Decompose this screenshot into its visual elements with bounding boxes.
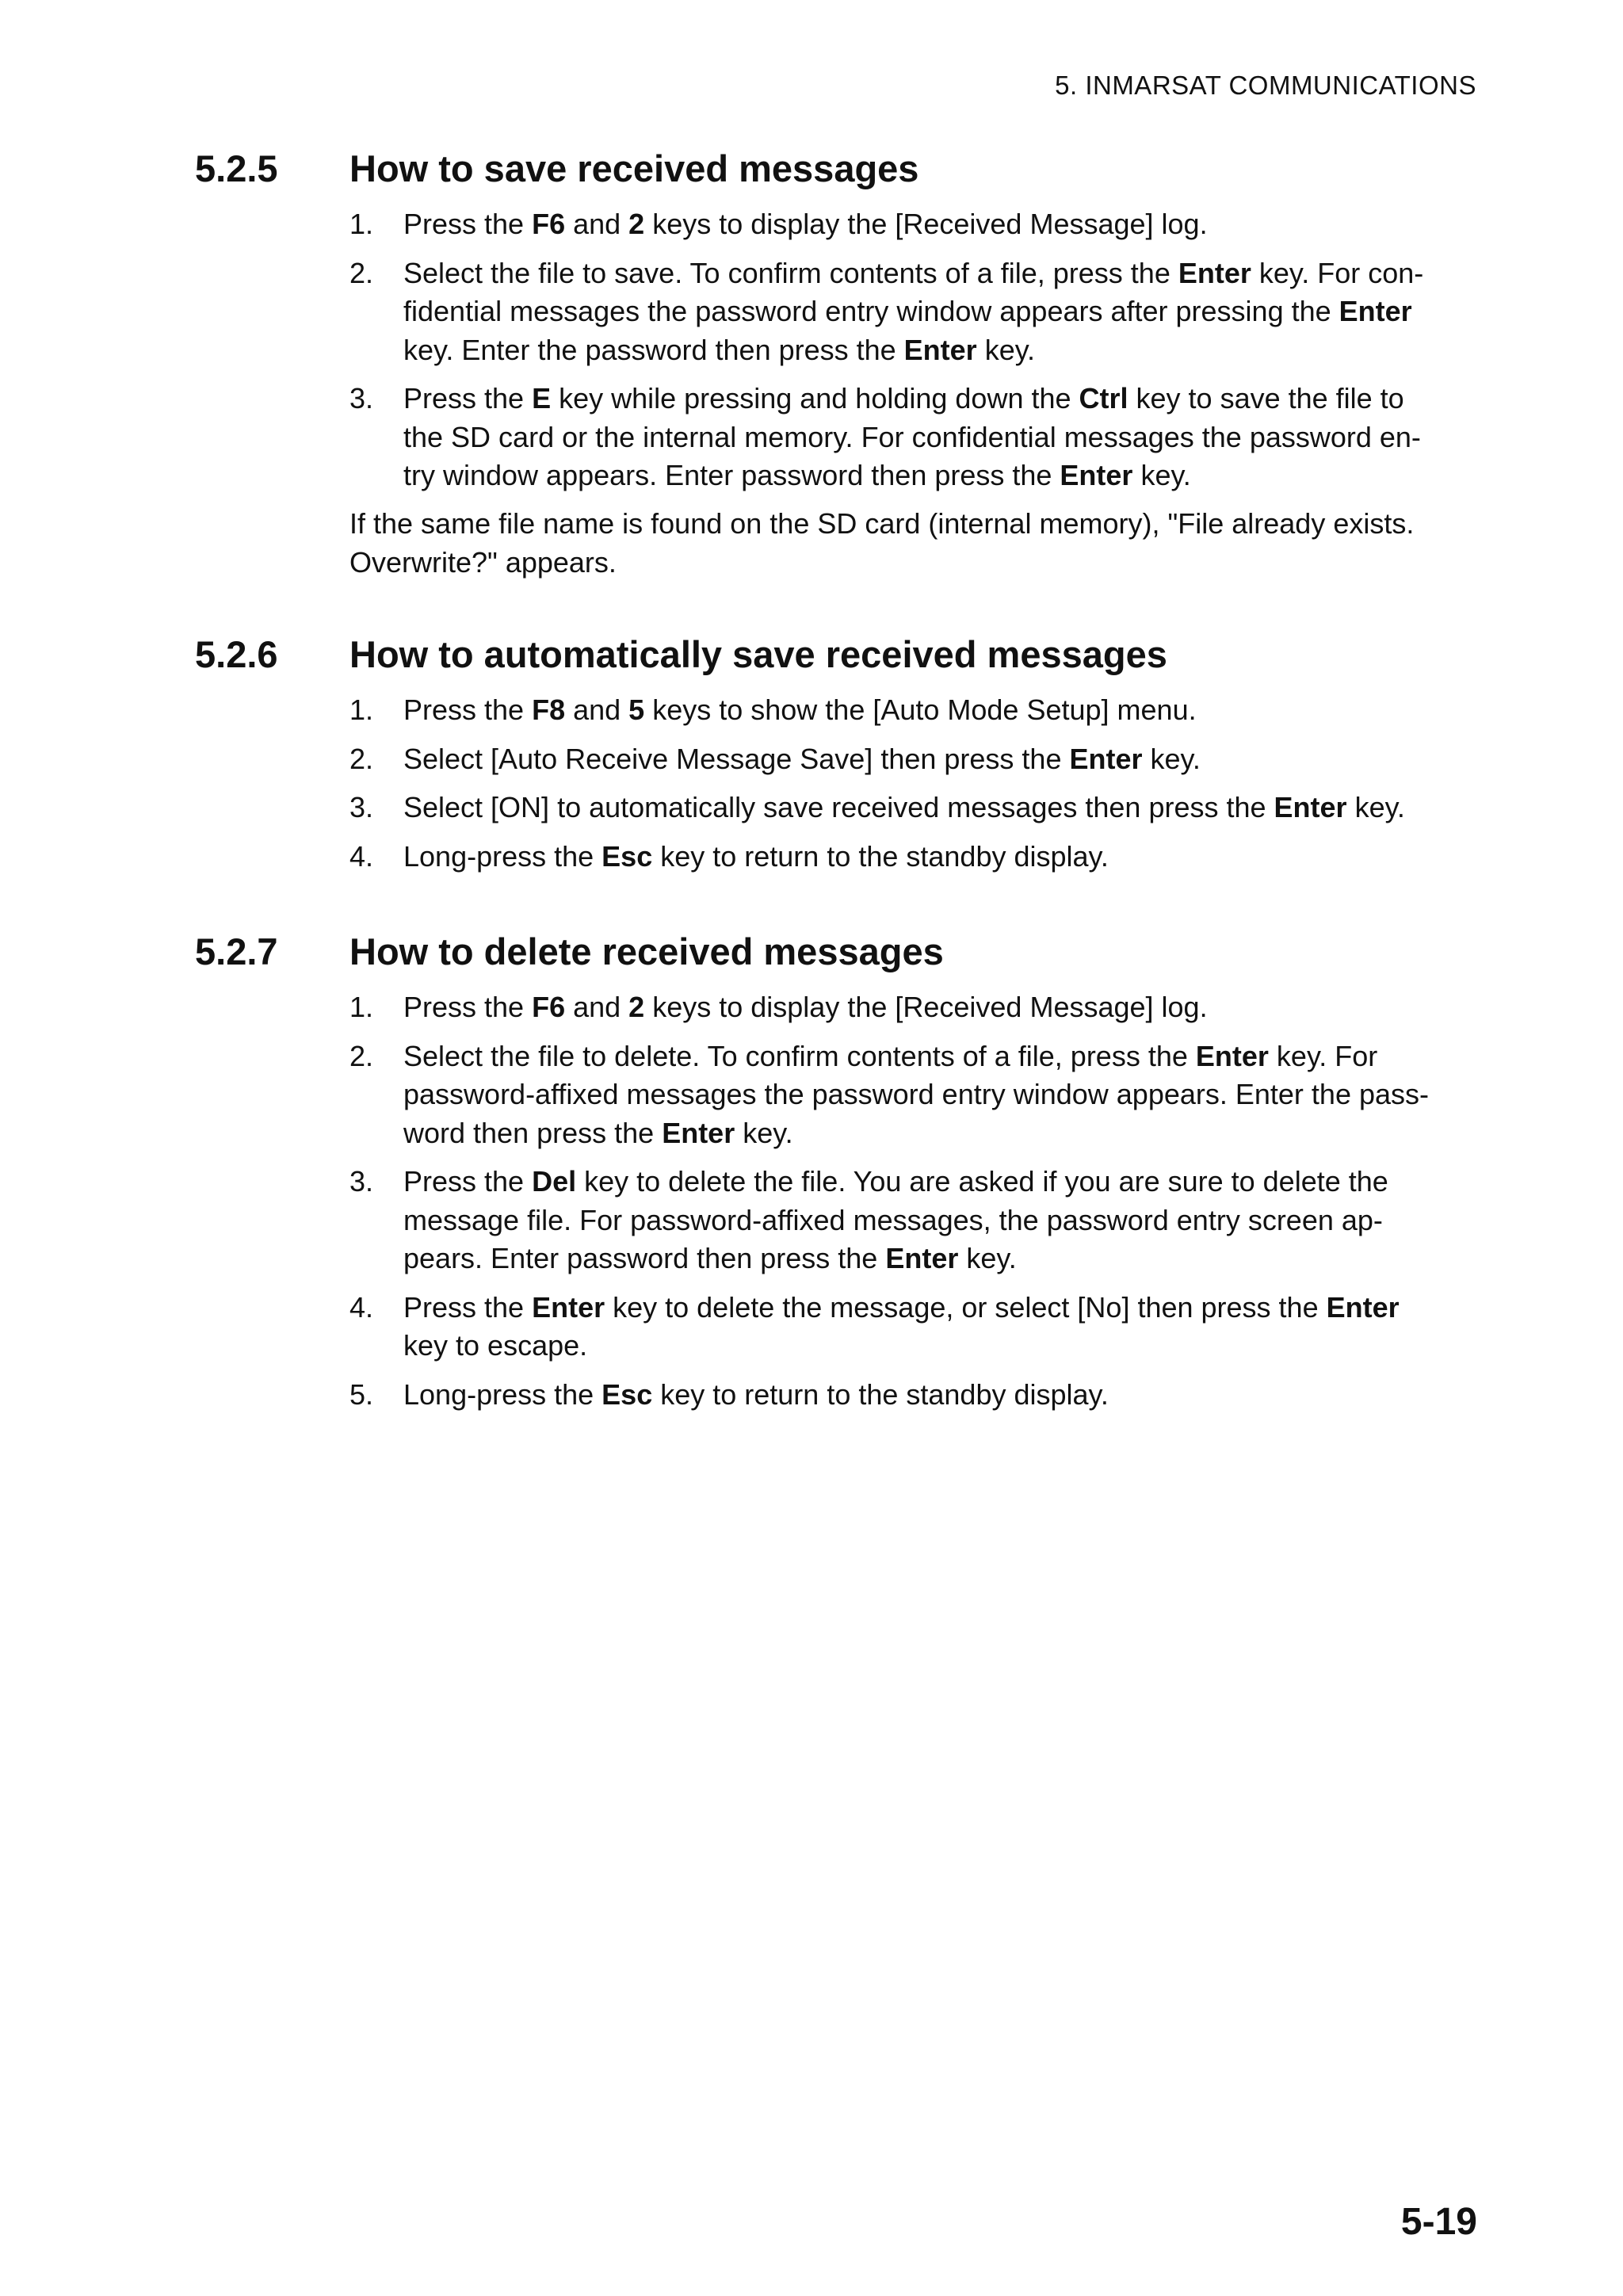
step-number: 4. [349,1290,374,1324]
section-title: How to delete received messages [349,930,944,972]
step-text: Press the Enter key to delete the message, or select [No] then press the Enter key to escape. [403,1290,1400,1362]
step-item [349,988,1475,1027]
step-text: Select the file to delete. To confirm contents of a file, press the Enter key. For password-affixed messages the password entry window appears. Enter the pass- word then press the Enter key. [403,1039,1429,1149]
step-item [349,1163,1475,1278]
step-number: 5. [349,1377,374,1411]
step-list [349,988,1475,1424]
section-title: How to automatically save received messages [349,633,1167,675]
step-number: 2. [349,742,374,775]
step-number: 3. [349,382,374,415]
step-item [349,1376,1475,1415]
step-item [349,1037,1475,1153]
step-number: 4. [349,839,374,873]
step-number: 2. [349,1039,374,1072]
step-item [349,740,1475,779]
step-item [349,1289,1475,1366]
section-number: 5.2.6 [195,633,278,675]
step-number: 3. [349,791,374,823]
step-number: 1. [349,693,374,726]
step-text: Long-press the Esc key to return to the standby display. [403,1377,1109,1411]
section-title: How to save received messages [349,147,919,189]
note-paragraph: If the same file name is found on the SD card (internal memory), "File already exists. Overwrite?" appears. [349,507,1415,579]
section-heading [0,147,1623,191]
step-item [349,205,1475,244]
step-number: 1. [349,208,374,240]
step-text: Press the F6 and 2 keys to display the [Received Message] log. [403,208,1208,240]
step-number: 1. [349,991,374,1023]
section-number: 5.2.7 [195,930,278,972]
step-text: Press the F8 and 5 keys to show the [Auto Mode Setup] menu. [403,693,1197,726]
running-header: 5. INMARSAT COMMUNICATIONS [1055,71,1476,100]
step-list [349,691,1475,886]
step-text: Press the Del key to delete the file. You are asked if you are sure to delete the message file. For password-affixed messages, the password entry screen ap- pears. Enter password then press the Enter key. [403,1165,1388,1274]
section-heading [0,632,1623,677]
step-item [349,838,1475,877]
step-item [349,789,1475,827]
step-item [349,380,1475,495]
step-text: Press the F6 and 2 keys to display the [Received Message] log. [403,991,1208,1023]
section-number: 5.2.5 [195,147,278,189]
step-text: Long-press the Esc key to return to the standby display. [403,839,1109,873]
step-number: 3. [349,1165,374,1198]
step-text: Select [ON] to automatically save received messages then press the Enter key. [403,791,1405,823]
step-item [349,254,1475,370]
page-number: 5-19 [1400,2201,1477,2243]
step-list [349,205,1475,506]
step-text: Press the E key while pressing and holding down the Ctrl key to save the file to the SD card or the internal memory. For confidential messages the password en- try window appears. Enter password then press the Enter key. [403,382,1421,491]
step-number: 2. [349,256,374,289]
section-heading [0,930,1623,974]
step-text: Select [Auto Receive Message Save] then press the Enter key. [403,742,1201,775]
step-item [349,691,1475,730]
step-text: Select the file to save. To confirm contents of a file, press the Enter key. For con- fidential messages the password entry window appears after pressing the Enter key. Enter the password then press the Enter key. [403,256,1424,366]
